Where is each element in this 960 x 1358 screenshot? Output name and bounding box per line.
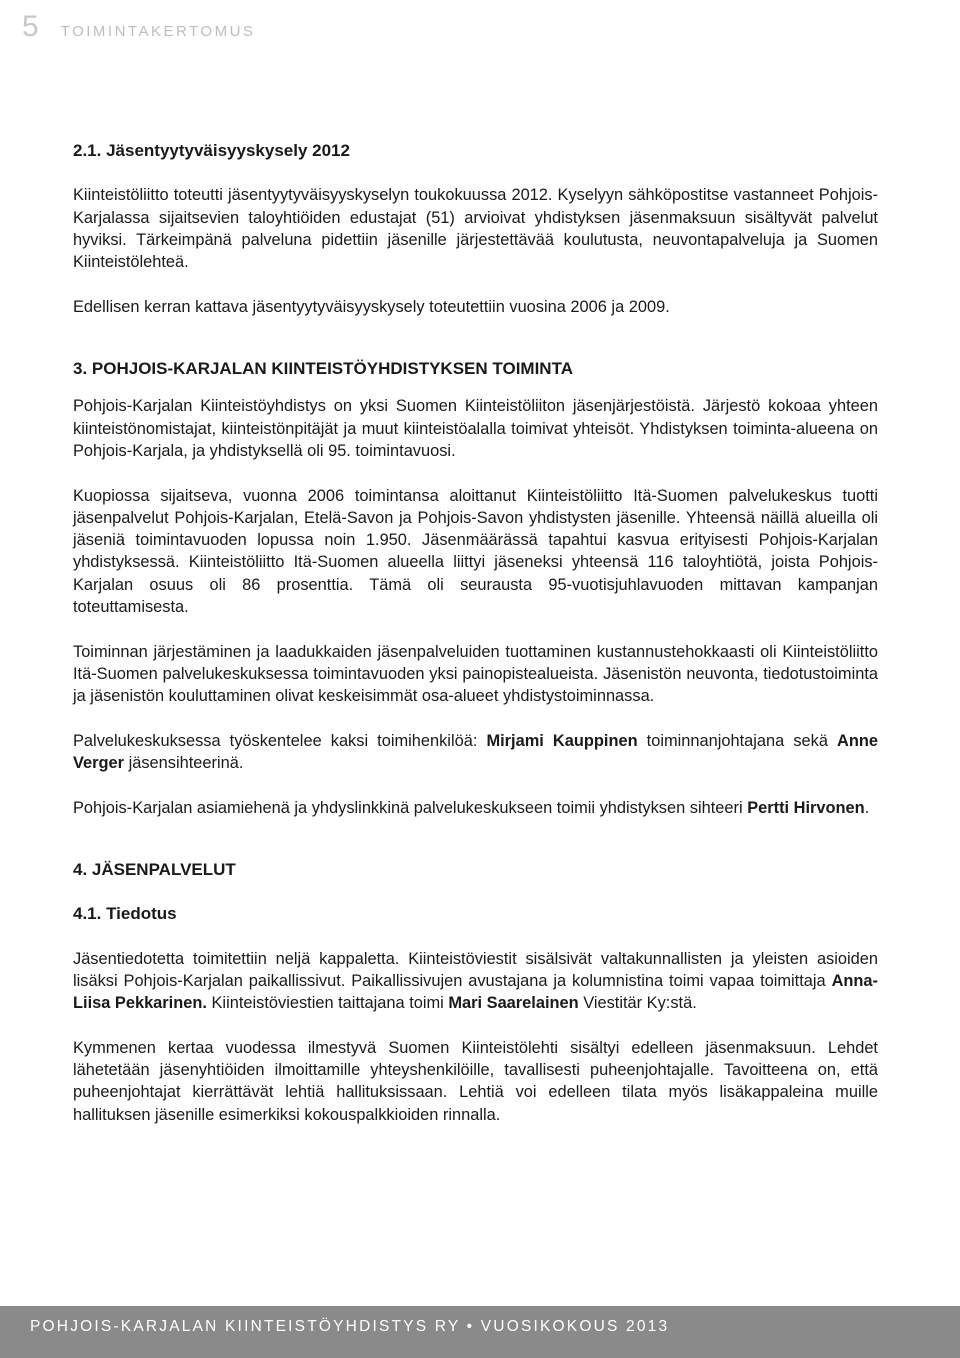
section-2-1-paragraph-1: Kiinteistöliitto toteutti jäsentyytyväisyyskyselyn toukokuussa 2012. Kyselyyn sähköpostitse vastanneet Pohjois-Karjalassa sijaitsevien taloyhtiöiden edustajat (51) arvioivat yhdistyksen jäsenmaksuun sisältyvät palvelut hyviksi. Tärkeimpänä palveluna pidettiin jäsenille järjestettävää koulutusta, neuvontapalveluja ja Suomen Kiinteistölehteä. — [73, 186, 878, 272]
section-4-1-heading: 4.1. Tiedotus — [73, 904, 177, 924]
section-3-paragraph-4 — [73, 730, 878, 775]
section-3-heading: 3. POHJOIS-KARJALAN KIINTEISTÖYHDISTYKSEN TOIMINTA — [73, 359, 573, 379]
page-header — [22, 10, 255, 50]
document-body — [73, 140, 878, 1148]
text-run: jäsensihteerinä. — [124, 754, 244, 773]
section-4-heading: 4. JÄSENPALVELUT — [73, 860, 236, 880]
section-3-paragraph-2: Kuopiossa sijaitseva, vuonna 2006 toimintansa aloittanut Kiinteistöliitto Itä-Suomen palvelukeskus tuotti jäsenpalvelut Pohjois-Karjalan, Etelä-Savon ja Pohjois-Savon yhdistysten jäsenille. Yhteensä näillä alueilla oli jäseniä toimintavuoden lopussa noin 1.950. Jäsenmäärässä tapahtui kasvua erityisesti Pohjois-Karjalan yhdistyksessä. Kiinteistöliitto Itä-Suomen alueella liittyi jäseneksi yhteensä 116 taloyhtiötä, joista Pohjois-Karjalan osuus oli 86 prosenttia. Tämä oli seurausta 95-vuotisjuhlavuoden mittavan kampanjan toteuttamisesta. — [73, 486, 878, 617]
section-2-1-paragraph-2: Edellisen kerran kattava jäsentyytyväisyyskysely toteutettiin vuosina 2006 ja 2009. — [73, 297, 670, 316]
staff-name-mirjami: Mirjami Kauppinen — [486, 731, 638, 750]
secretary-name: Pertti Hirvonen — [747, 798, 865, 817]
section-4-1-paragraph-2: Kymmenen kertaa vuodessa ilmestyvä Suomen Kiinteistölehti sisältyi edelleen jäsenmaksuun. Lehdet lähetetään jäsenyhtiöiden ilmoittamille yhteyshenkilöille, tavallisesti puheenjohtajalle. Tavoitteena on, että puheenjohtajat kierrättävät lehtiä hallituksissaan. Lehtiä voi edelleen tilata myös lisäkappaleina muille hallituksen jäsenille esimerkiksi kokouspalkkioiden rinnalla. — [73, 1038, 878, 1124]
text-run: Pohjois-Karjalan asiamiehenä ja yhdyslinkkinä palvelukeskukseen toimii yhdistyksen sihteeri — [73, 798, 748, 817]
footer-text: POHJOIS-KARJALAN KIINTEISTÖYHDISTYS RY • VUOSIKOKOUS 2013 — [30, 1318, 670, 1335]
text-run: . — [864, 798, 870, 817]
staff-name-anne: Anne Verger — [73, 731, 878, 773]
text-run: Palvelukeskuksessa työskentelee kaksi toimihenkilöä: — [73, 731, 487, 750]
text-run: toiminnanjohtajana sekä — [637, 731, 838, 750]
text-run: Viestitär Ky:stä. — [578, 994, 697, 1013]
section-3-paragraph-5 — [73, 797, 878, 819]
section-4-1-paragraph-1 — [73, 948, 878, 1015]
columnist-name: Anna-Liisa Pekkarinen. — [73, 971, 878, 1013]
section-3-paragraph-3: Toiminnan järjestäminen ja laadukkaiden jäsenpalveluiden tuottaminen kustannustehokkaasti oli Kiinteistöliitto Itä-Suomen palvelukeskuksessa toimintavuoden yksi painopistealueista. Jäsenistön neuvonta, tiedotustoiminta ja jäsenistön kouluttaminen olivat keskeisimmät osa-alueet yhdistystoiminnassa. — [73, 642, 878, 706]
section-3-paragraph-1: Pohjois-Karjalan Kiinteistöyhdistys on yksi Suomen Kiinteistöliiton jäsenjärjestöistä. Järjestö kokoaa yhteen kiinteistönomistajat, kiinteistönpitäjät ja muut kiinteistöalalla toimivat yhteisöt. Yhdistyksen toiminta-alueena on Pohjois-Karjala, ja yhdistyksellä oli 95. toimintavuosi. — [73, 397, 878, 460]
layout-designer-name: Mari Saarelainen — [448, 994, 579, 1013]
text-run: Jäsentiedotetta toimitettiin neljä kappaletta. Kiinteistöviestit sisälsivät valtakunnallisten ja yleisten asioiden lisäksi Pohjois-Karjalan paikallissivut. Paikallissivujen avustajana ja kolumnistina toimi vapaa toimittaja — [73, 949, 878, 990]
page-footer — [0, 1306, 960, 1358]
header-title: TOIMINTAKERTOMUS — [60, 23, 256, 40]
text-run: Kiinteistöviestien taittajana toimi — [206, 994, 449, 1013]
page-number: 5 — [22, 10, 39, 43]
section-2-1-heading: 2.1. Jäsentyytyväisyyskysely 2012 — [73, 141, 350, 160]
